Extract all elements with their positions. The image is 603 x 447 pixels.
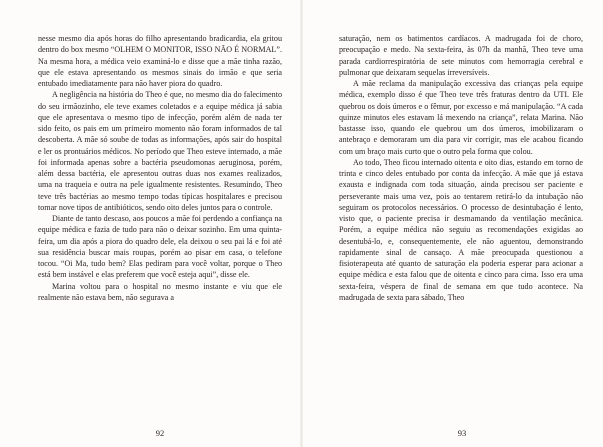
left-paragraph-4: Marina voltou para o hospital no mesmo instante e viu que ele realmente não estava bem, não segurava a — [38, 281, 282, 302]
right-paragraph-2: A mãe reclama da manipulação excessiva das crianças pela equipe médica, exemplo disso é que Theo teve três fraturas dentro da UTI. Ele quebrou os dois úmeros e o fêmur, por excesso e má manipulação. “A cada quinze minutos eles estavam lá mexendo na criança”, relata Marina. Não bastasse isso, quando ele quebrou um dos úmeros, imobilizaram o antebraço e demoraram um dia para vir corrigir, mas ele acabou ficando com um braço mais curto que o outro pela forma que colou. — [339, 79, 583, 156]
left-page-number: 92 — [155, 428, 165, 438]
right-page-number: 93 — [457, 428, 467, 438]
left-page — [38, 33, 282, 413]
book-gutter — [300, 0, 303, 447]
right-page — [339, 33, 583, 413]
right-paragraph-3: Ao todo, Theo ficou internado oitenta e oito dias, estando em torno de trinta e cinco deles entubado por conta da infecção. A mãe que já estava exausta e indignada com toda situação, ainda precisou ser paciente e perseverante mais uma vez, pois ao tentarem retirá-lo da intubação não seguiram os protocolos necessários. O processo de desintubação é lento, visto que, o paciente precisa ir desmamando da ventilação mecânica. Porém, a equipe médica não seguiu as recomendações exigidas ao desentubá-lo, e, consequentemente, ele não aguentou, demonstrando rapidamente sinal de cansaço. A mãe preocupada questionou a fisioterapeuta até quanto de saturação ela poderia esperar para acionar a equipe médica e esta falou que de oitenta e cinco para cima. Isso era uma sexta-feira, véspera de final de semana em que tudo acontece. Na madrugada de sexta para sábado, Theo — [339, 157, 583, 302]
right-paragraph-1: saturação, nem os batimentos cardíacos. A madrugada foi de choro, preocupação e medo. Na sexta-feira, às 07h da manhã, Theo teve uma parada cardiorrespiratória de sete minutos com hemorragia cerebral e pulmonar que deixaram sequelas irreversíveis. — [339, 34, 583, 77]
left-paragraph-3: Diante de tanto descaso, aos poucos a mãe foi perdendo a confiança na equipe médica e fazia de tudo para não o deixar sozinho. Em uma quinta-feira, um dia após a piora do quadro dele, ela deixou o seu pai lá e foi até sua residência buscar mais roupas, porém ao pisar em casa, o telefone tocou. “Oi Ma, tudo bem? Elas pediram para você voltar, porque o Theo está bem instável e elas preferem que você esteja aqui”, disse ele. — [38, 214, 282, 280]
left-paragraph-2: A negligência na história do Theo é que, no mesmo dia do falecimento do seu irmãozinho, ele teve exames coletados e a equipe médica já sabia que ele apresentava o mesmo tipo de infecção, porém além de nada ter sido feito, os pais em um primeiro momento não foram informados de tal descoberta. A mãe só soube de todas as informações, após sair do hospital e ler os prontuários médicos. No período que Theo esteve internado, a mãe foi informada apenas sobre a bactéria pseudomonas aeruginosa, porém, além dessa bactéria, ele apresentou outras duas nos exames realizados, uma na traqueia e outra na pele igualmente resistentes. Resumindo, Theo teve três bactérias ao mesmo tempo todas típicas hospitalares e precisou tomar nove tipos de antibióticos, sendo oito deles juntos para o controle. — [38, 90, 282, 212]
left-paragraph-1: nesse mesmo dia após horas do filho apresentando bradicardia, ela gritou dentro do box mesmo “OLHEM O MONITOR, ISSO NÃO É NORMAL”. Na mesma hora, a médica veio examiná-lo e disse que a mãe tinha razão, que ele estava apresentando os mesmos sinais do irmão e que seria entubado imediatamente para não haver piora do quadro. — [38, 34, 282, 88]
